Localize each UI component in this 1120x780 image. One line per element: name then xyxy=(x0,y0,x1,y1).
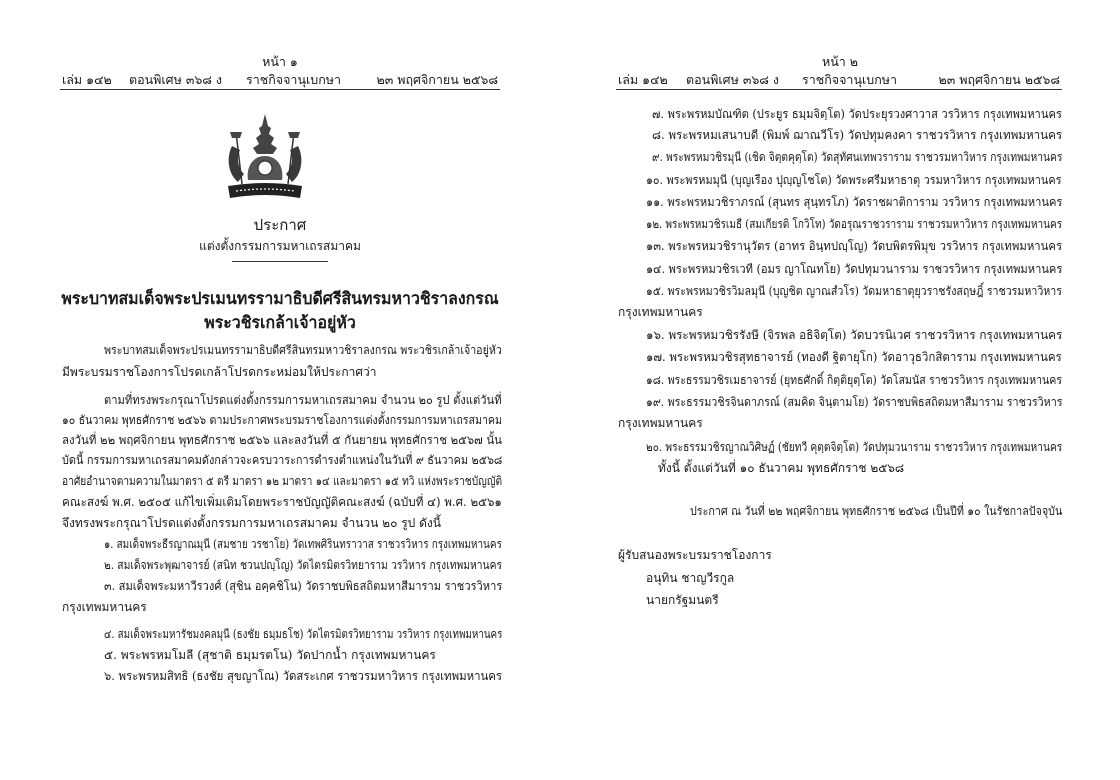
header-date: ๒๓ พฤศจิกายน ๒๕๖๘ xyxy=(376,72,498,87)
body-line: ๑๐ ธันวาคม พุทธศักราช ๒๕๖๖ ตามประกาศพระบรมราชโองการแต่งตั้งกรรมการมหาเถรสมาคม xyxy=(62,413,503,427)
list-item: ๘. พระพรหมเสนาบดี (พิมพ์ ฌาณวีโร) วัดปทุมคงคา ราชวรวิหาร กรุงเทพมหานคร xyxy=(652,128,1063,142)
king-title-line-2: พระวชิรเกล้าเจ้าอยู่หัว xyxy=(204,313,356,332)
header-rule xyxy=(616,89,1062,90)
list-item: ๔. สมเด็จพระมหารัชมงคลมุนี (ธงชัย ธมฺมธโช) วัดไตรมิตรวิทยาราม วรวิหาร กรุงเทพมหานคร xyxy=(104,627,503,641)
list-item: ๕. พระพรหมโมลี (สุชาติ ธมฺมรตโน) วัดปากน้ำ กรุงเทพมหานคร xyxy=(104,648,436,662)
list-item: ๑. สมเด็จพระธีรญาณมุนี (สมชาย วรชาโย) วัดเทพศิรินทราวาส ราชวรวิหาร กรุงเทพมหานคร xyxy=(104,537,502,551)
volume-label: เล่ม ๑๔๒ xyxy=(618,72,668,87)
body-line: มีพระบรมราชโองการโปรดเกล้าโปรดกระหม่อมให้ประกาศว่า xyxy=(62,365,377,379)
list-item-continued: กรุงเทพมหานคร xyxy=(618,416,703,430)
list-item: ๑๒. พระพรหมวชิรเมธี (สมเกียรติ โกวิโท) วัดอรุณราชวราราม ราชวรมหาวิหาร กรุงเทพมหานคร xyxy=(646,217,1063,231)
list-item: ๓. สมเด็จพระมหาวีรวงศ์ (สุชิน อคฺคชิโน) วัดราชบพิธสถิตมหาสีมาราม ราชวรวิหาร xyxy=(104,579,503,593)
body-line: ตามที่ทรงพระกรุณาโปรดแต่งตั้งกรรมการมหาเถรสมาคม จำนวน ๒๐ รูป ตั้งแต่วันที่ xyxy=(104,393,502,407)
list-item: ๑๖. พระพรหมวชิรรังษี (จิรพล อธิจิตฺโต) วัดบวรนิเวศ ราชวรวิหาร กรุงเทพมหานคร xyxy=(646,328,1063,342)
king-title-line-1: พระบาทสมเด็จพระปรเมนทรรามาธิบดีศรีสินทรมหาวชิราลงกรณ xyxy=(61,289,499,308)
title-divider xyxy=(232,261,328,262)
volume-label: เล่ม ๑๔๒ xyxy=(62,72,112,87)
page-number: หน้า ๒ xyxy=(821,54,859,69)
section-label: ตอนพิเศษ ๓๖๘ ง xyxy=(129,72,223,87)
list-item: ๑๙. พระธรรมวชิรจินดาภรณ์ (สมคิด จินฺตามโย) วัดราชบพิธสถิตมหาสีมาราม ราชวรวิหาร xyxy=(646,395,1063,409)
list-item: ๒๐. พระธรรมวชิรญาณวิศิษฏ์ (ชัยทวี คุตฺตจิตฺโต) วัดปทุมวนาราม ราชวรวิหาร กรุงเทพมหานคร xyxy=(646,440,1063,454)
list-item: ๑๘. พระธรรมวชิรเมธาจารย์ (ยุทธศักดิ์ กิตฺติยุตฺโต) วัดโสมนัส ราชวรวิหาร กรุงเทพมหานคร xyxy=(646,373,1062,387)
announcement-title: ประกาศ xyxy=(253,216,307,234)
body-line: อาศัยอำนาจตามความในมาตรา ๕ ตรี มาตรา ๑๒ มาตรา ๑๔ และมาตรา ๑๕ ทวิ แห่งพระราชบัญญัติ xyxy=(62,474,503,488)
gazette-name: ราชกิจจานุเบกษา xyxy=(802,72,898,87)
list-item: ๖. พระพรหมสิทธิ (ธงชัย สุขญาโณ) วัดสระเกศ ราชวรมหาวิหาร กรุงเทพมหานคร xyxy=(104,669,503,683)
body-line: พระบาทสมเด็จพระปรเมนทรรามาธิบดีศรีสินทรมหาวชิราลงกรณ พระวชิรเกล้าเจ้าอยู่หัว xyxy=(104,343,502,357)
header-rule xyxy=(60,89,500,90)
page-header xyxy=(62,70,498,88)
list-item-continued: กรุงเทพมหานคร xyxy=(618,305,703,319)
page-number: หน้า ๑ xyxy=(262,54,298,69)
header-date: ๒๓ พฤศจิกายน ๒๕๖๘ xyxy=(938,72,1060,87)
gazette-name: ราชกิจจานุเบกษา xyxy=(246,72,342,87)
list-item-continued: กรุงเทพมหานคร xyxy=(62,600,147,614)
announcement-subtitle: แต่งตั้งกรรมการมหาเถรสมาคม xyxy=(199,239,361,253)
effective-date: ทั้งนี้ ตั้งแต่วันที่ ๑๐ ธันวาคม พุทธศักราช ๒๕๖๘ xyxy=(658,461,905,475)
body-line: คณะสงฆ์ พ.ศ. ๒๕๐๕ แก้ไขเพิ่มเติมโดยพระราชบัญญัติคณะสงฆ์ (ฉบับที่ ๔) พ.ศ. ๒๕๖๑ xyxy=(62,495,502,509)
list-item: ๙. พระพรหมวชิรมุนี (เชิด จิตฺตคุตฺโต) วัดสุทัศนเทพวราราม ราชวรมหาวิหาร กรุงเทพมหานคร xyxy=(652,150,1063,164)
list-item: ๑๔. พระพรหมวชิรเวที (อมร ญาโณทโย) วัดปทุมวนาราม ราชวรวิหาร กรุงเทพมหานคร xyxy=(646,262,1063,276)
list-item: ๒. สมเด็จพระพุฒาจารย์ (สนิท ชวนปญฺโญ) วัดไตรมิตรวิทยาราม วรวิหาร กรุงเทพมหานคร xyxy=(104,558,502,572)
royal-emblem-icon xyxy=(222,112,308,202)
section-label: ตอนพิเศษ ๓๖๘ ง xyxy=(686,72,780,87)
list-item: ๑๗. พระพรหมวชิรสุทธาจารย์ (ทองดี ฐิตายุโก) วัดอาวุธวิกสิตาราม กรุงเทพมหานคร xyxy=(646,350,1062,364)
body-line: ลงวันที่ ๒๒ พฤศจิกายน พุทธศักราช ๒๕๖๖ และลงวันที่ ๕ กันยายน พุทธศักราช ๒๕๖๗ นั้น xyxy=(62,433,503,447)
countersign-label: ผู้รับสนองพระบรมราชโองการ xyxy=(618,548,772,562)
signatory-title: นายกรัฐมนตรี xyxy=(646,593,719,607)
list-item: ๗. พระพรหมบัณฑิต (ประยูร ธมฺมจิตฺโต) วัดประยุรวงศาวาส วรวิหาร กรุงเทพมหานคร xyxy=(652,107,1062,121)
list-item: ๑๑. พระพรหมวชิราภรณ์ (สุนทร สุนฺทรโภ) วัดราชผาติการาม วรวิหาร กรุงเทพมหานคร xyxy=(646,195,1063,209)
body-line: จึงทรงพระกรุณาโปรดแต่งตั้งกรรมการมหาเถรสมาคม จำนวน ๒๐ รูป ดังนี้ xyxy=(62,516,441,530)
gazette-page-2 xyxy=(560,0,1120,780)
signatory-name: อนุทิน ชาญวีรกูล xyxy=(646,571,735,585)
list-item: ๑๐. พระพรหมมุนี (บุญเรือง ปุญฺญโชโต) วัดพระศรีมหาธาตุ วรมหาวิหาร กรุงเทพมหานคร xyxy=(646,173,1062,187)
list-item: ๑๕. พระพรหมวชิรวิมลมุนี (บุญชิต ญาณสํวโร) วัดมหาธาตุยุวราชรังสฤษฎิ์ ราชวรมหาวิหาร xyxy=(646,284,1062,298)
body-line: บัดนี้ กรรมการมหาเถรสมาคมดังกล่าวจะครบวาระการดำรงตำแหน่งในวันที่ ๙ ธันวาคม ๒๕๖๘ xyxy=(62,453,503,467)
page-header xyxy=(618,70,1060,88)
list-item: ๑๓. พระพรหมวชิรานุวัตร (อาทร อินฺทปญฺโญ) วัดบพิตรพิมุข วรวิหาร กรุงเทพมหานคร xyxy=(646,239,1063,253)
proclamation-date: ประกาศ ณ วันที่ ๒๒ พฤศจิกายน พุทธศักราช ๒๕๖๘ เป็นปีที่ ๑๐ ในรัชกาลปัจจุบัน xyxy=(690,504,1063,518)
